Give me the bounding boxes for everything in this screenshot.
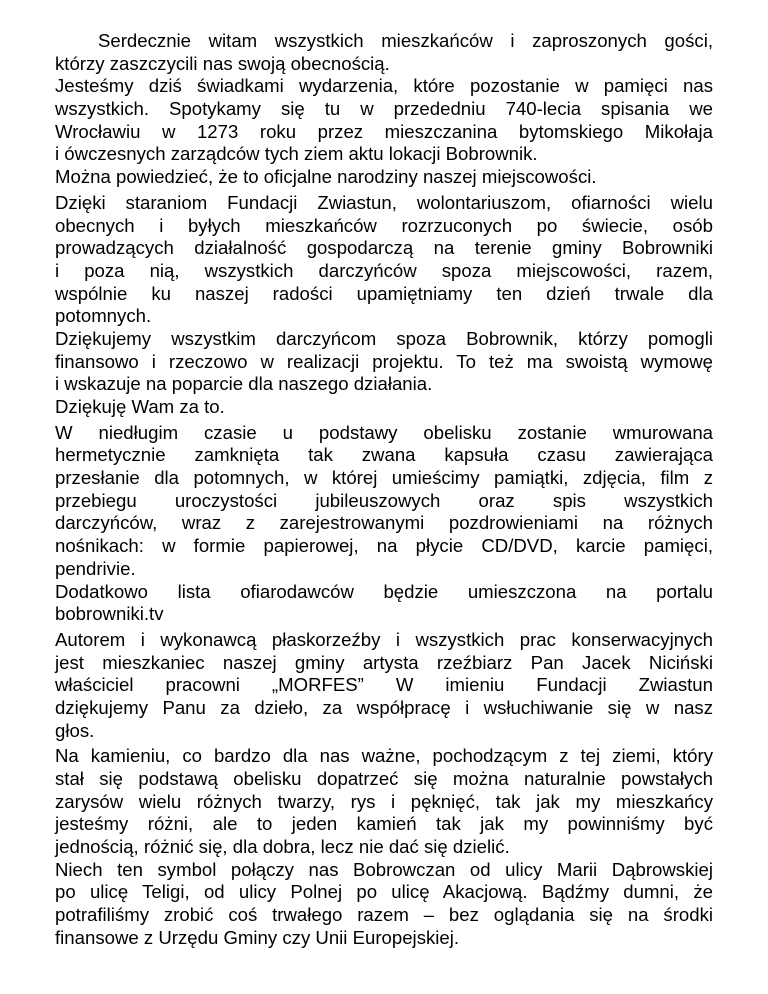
text-line: hermetycznie zamknięta tak zwana kapsuła czasu zawierająca	[55, 444, 713, 466]
text-line: nośnikach: w formie papierowej, na płycie CD/DVD, karcie pamięci,	[55, 535, 713, 557]
text-line: Dzięki staraniom Fundacji Zwiastun, wolontariuszom, ofiarności wielu	[55, 191, 713, 213]
text-line: prowadzących działalność gospodarczą na terenie gminy Bobrowniki	[55, 237, 713, 259]
paragraph-author	[55, 629, 713, 742]
text-line: i poza nią, wszystkich darczyńców spoza miejscowości, razem,	[55, 259, 713, 281]
text-line: Dziękujemy wszystkim darczyńcom spoza Bobrownik, którzy pomogli	[55, 327, 713, 349]
text-line: bobrowniki.tv	[55, 603, 164, 625]
text-line: Dodatkowo lista ofiarodawców będzie umieszczona na portalu	[55, 580, 713, 602]
text-line: stał się podstawą obelisku dopatrzeć się można naturalnie powstałych	[55, 768, 713, 789]
text-line: Wrocławiu w 1273 roku przez mieszczanina bytomskiego Mikołaja	[55, 120, 713, 142]
paragraph-stone	[55, 745, 713, 949]
text-line: W niedługim czasie u podstawy obelisku zostanie wmurowana	[55, 421, 713, 443]
text-line: Dziękuję Wam za to.	[55, 396, 225, 417]
text-line: wspólnie ku naszej radości upamiętniamy ten dzień trwale dla	[55, 282, 713, 304]
text-line: obecnych i byłych mieszkańców rozrzuconych po świecie, osób	[55, 214, 713, 236]
text-line: Można powiedzieć, że to oficjalne narodziny naszej miejscowości.	[55, 166, 597, 188]
text-line: potrafiliśmy zrobić coś trwałego razem – bez oglądania się na środki	[55, 904, 713, 926]
text-line: jednością, różnić się, dla dobra, lecz nie dać się dzielić.	[55, 836, 510, 858]
text-line: pendrivie.	[55, 557, 136, 579]
text-line: zarysów wielu różnych twarzy, rys i pęknięć, tak jak my mieszkańcy	[55, 790, 713, 812]
text-line: głos.	[55, 719, 95, 741]
text-line: jest mieszkaniec naszej gminy artysta rzeźbiarz Pan Jacek Niciński	[55, 651, 713, 673]
text-line: i wskazuje na poparcie dla naszego działania.	[55, 373, 433, 395]
text-line: Serdecznie witam wszystkich mieszkańców i zaproszonych gości,	[98, 30, 713, 51]
text-line: dziękujemy Panu za dzieło, za współpracę i wsłuchiwanie się w nasz	[55, 696, 713, 718]
text-line: finansowe z Urzędu Gminy czy Unii Europejskiej.	[55, 926, 460, 948]
text-line: przebiegu uroczystości jubileuszowych oraz spis wszystkich	[55, 489, 713, 511]
text-line: właściciel pracowni „MORFES” W imieniu Fundacji Zwiastun	[55, 674, 713, 696]
text-line: którzy zaszczycili nas swoją obecnością.	[55, 52, 390, 74]
text-line: przesłanie dla potomnych, w której umieścimy pamiątki, zdjęcia, film z	[55, 467, 713, 489]
text-line: darczyńców, wraz z zarejestrowanymi pozdrowieniami na różnych	[55, 512, 713, 534]
text-line: jesteśmy różni, ale to jeden kamień tak jak my powinniśmy być	[55, 813, 713, 835]
paragraph-thanks	[55, 192, 713, 419]
paragraph-welcome	[55, 30, 713, 189]
text-line: Jesteśmy dziś świadkami wydarzenia, które pozostanie w pamięci nas	[55, 75, 713, 97]
text-line: po ulicę Teligi, od ulicy Polnej po ulicę Akacjową. Bądźmy dumni, że	[55, 881, 713, 903]
document-page	[55, 30, 713, 950]
text-line: potomnych.	[55, 305, 152, 327]
text-line: finansowo i rzeczowo w realizacji projektu. To też ma swoistą wymowę	[55, 350, 713, 372]
text-line: i ówczesnych zarządców tych ziem aktu lokacji Bobrownik.	[55, 143, 538, 165]
text-line: Na kamieniu, co bardzo dla nas ważne, pochodzącym z tej ziemi, który	[55, 745, 713, 767]
text-line: wszystkich. Spotykamy się tu w przededniu 740-lecia spisania we	[55, 98, 713, 120]
paragraph-time-capsule	[55, 422, 713, 626]
text-line: Niech ten symbol połączy nas Bobrowczan od ulicy Marii Dąbrowskiej	[55, 858, 713, 880]
text-line: Autorem i wykonawcą płaskorzeźby i wszystkich prac konserwacyjnych	[55, 628, 713, 650]
